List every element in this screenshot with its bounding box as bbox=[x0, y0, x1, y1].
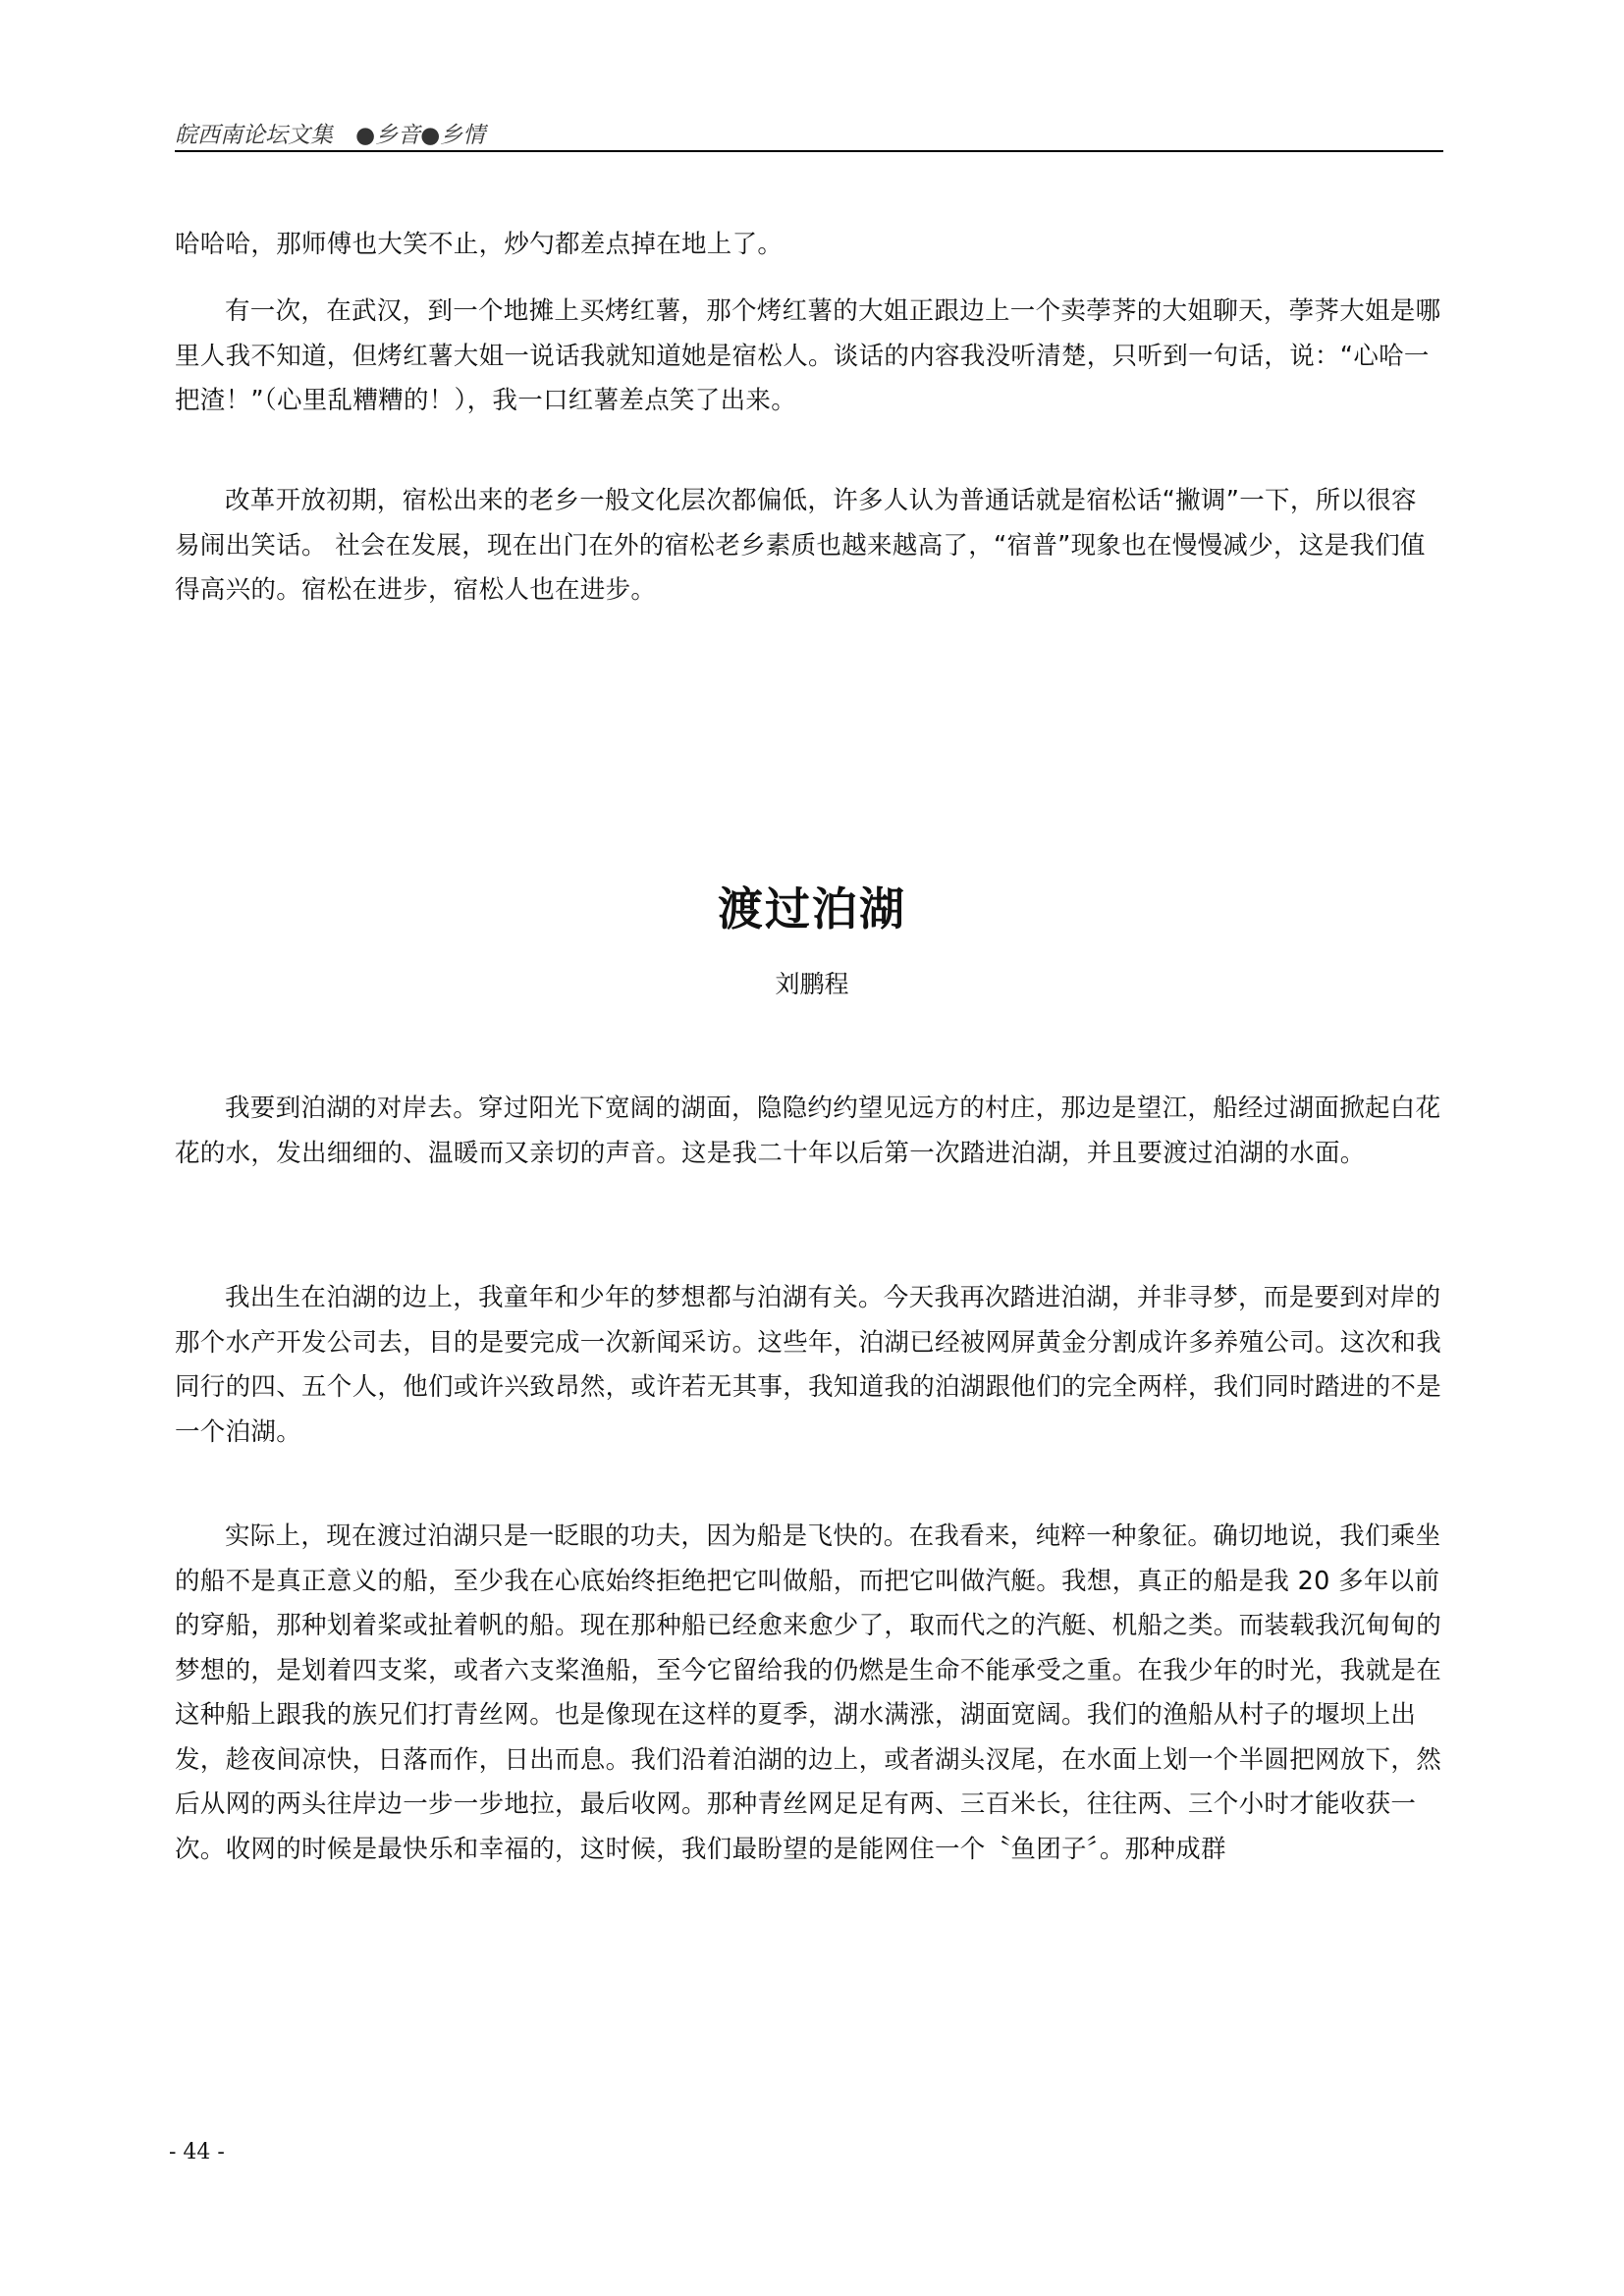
header-divider bbox=[175, 150, 1443, 152]
running-header: 皖西南论坛文集 ●乡音●乡情 bbox=[175, 123, 486, 148]
article-paragraph-2: 我出生在泊湖的边上，我童年和少年的梦想都与泊湖有关。今天我再次踏进泊湖，并非寻梦，而是要到对岸的那个水产开发公司去，目的是要完成一次新闻采访。这些年，泊湖已经被网屏黄金分割成许多养殖公司。这次和我同行的四、五个人，他们或许兴致昂然，或许若无其事，我知道我的泊湖跟他们的完全两样，我们同时踏进的不是一个泊湖。 bbox=[175, 1283, 1442, 1447]
prev-article-paragraph-1: 哈哈哈，那师傅也大笑不止，炒勺都差点掉在地上了。 bbox=[175, 230, 784, 259]
page-number: - 44 - bbox=[169, 2140, 225, 2164]
article-paragraph-1: 我要到泊湖的对岸去。穿过阳光下宽阔的湖面，隐隐约约望见远方的村庄，那边是望江，船经过湖面掀起白花花的水，发出细细的、温暖而又亲切的声音。这是我二十年以后第一次踏进泊湖，并且要渡过泊湖的水面。 bbox=[175, 1094, 1441, 1168]
prev-article-paragraph-3: 改革开放初期，宿松出来的老乡一般文化层次都偏低，许多人认为普通话就是宿松话“撇调”一下，所以很容易闹出笑话。 社会在发展，现在出门在外的宿松老乡素质也越来越高了，“宿普”现象也在慢慢减少，这是我们值得高兴的。宿松在进步，宿松人也在进步。 bbox=[175, 486, 1426, 605]
article-title: 渡过泊湖 bbox=[718, 882, 906, 935]
article-author: 刘鹏程 bbox=[775, 970, 849, 998]
prev-article-paragraph-2: 有一次，在武汉，到一个地摊上买烤红薯，那个烤红薯的大姐正跟边上一个卖荸荠的大姐聊天，荸荠大姐是哪里人我不知道，但烤红薯大姐一说话我就知道她是宿松人。谈话的内容我没听清楚，只听到一句话，说：“心哈一把渣！”（心里乱糟糟的！），我一口红薯差点笑了出来。 bbox=[175, 296, 1441, 415]
article-paragraph-3: 实际上，现在渡过泊湖只是一眨眼的功夫，因为船是飞快的。在我看来，纯粹一种象征。确切地说，我们乘坐的船不是真正意义的船，至少我在心底始终拒绝把它叫做船，而把它叫做汽艇。我想，真正的船是我 20 多年以前的穿船，那种划着桨或扯着帆的船。现在那种船已经愈来愈少了，取而代之的汽艇、机船之类。而装载我沉甸甸的梦想的，是划着四支桨，或者六支桨渔船，至今它留给我的仍燃是生命不能承受之重。在我少年的时光，我就是在这种船上跟我的族兄们打青丝网。也是像现在这样的夏季，湖水满涨，湖面宽阔。我们的渔船从村子的堰坝上出发，趁夜间凉快，日落而作，日出而息。我们沿着泊湖的边上，或者湖头汊尾，在水面上划一个半圆把网放下，然后从网的两头往岸边一步一步地拉，最后收网。那种青丝网足足有两、三百米长，往往两、三个小时才能收获一次。收网的时候是最快乐和幸福的，这时候，我们最盼望的是能网住一个〝鱼团子〞。那种成群 bbox=[175, 1522, 1442, 1864]
